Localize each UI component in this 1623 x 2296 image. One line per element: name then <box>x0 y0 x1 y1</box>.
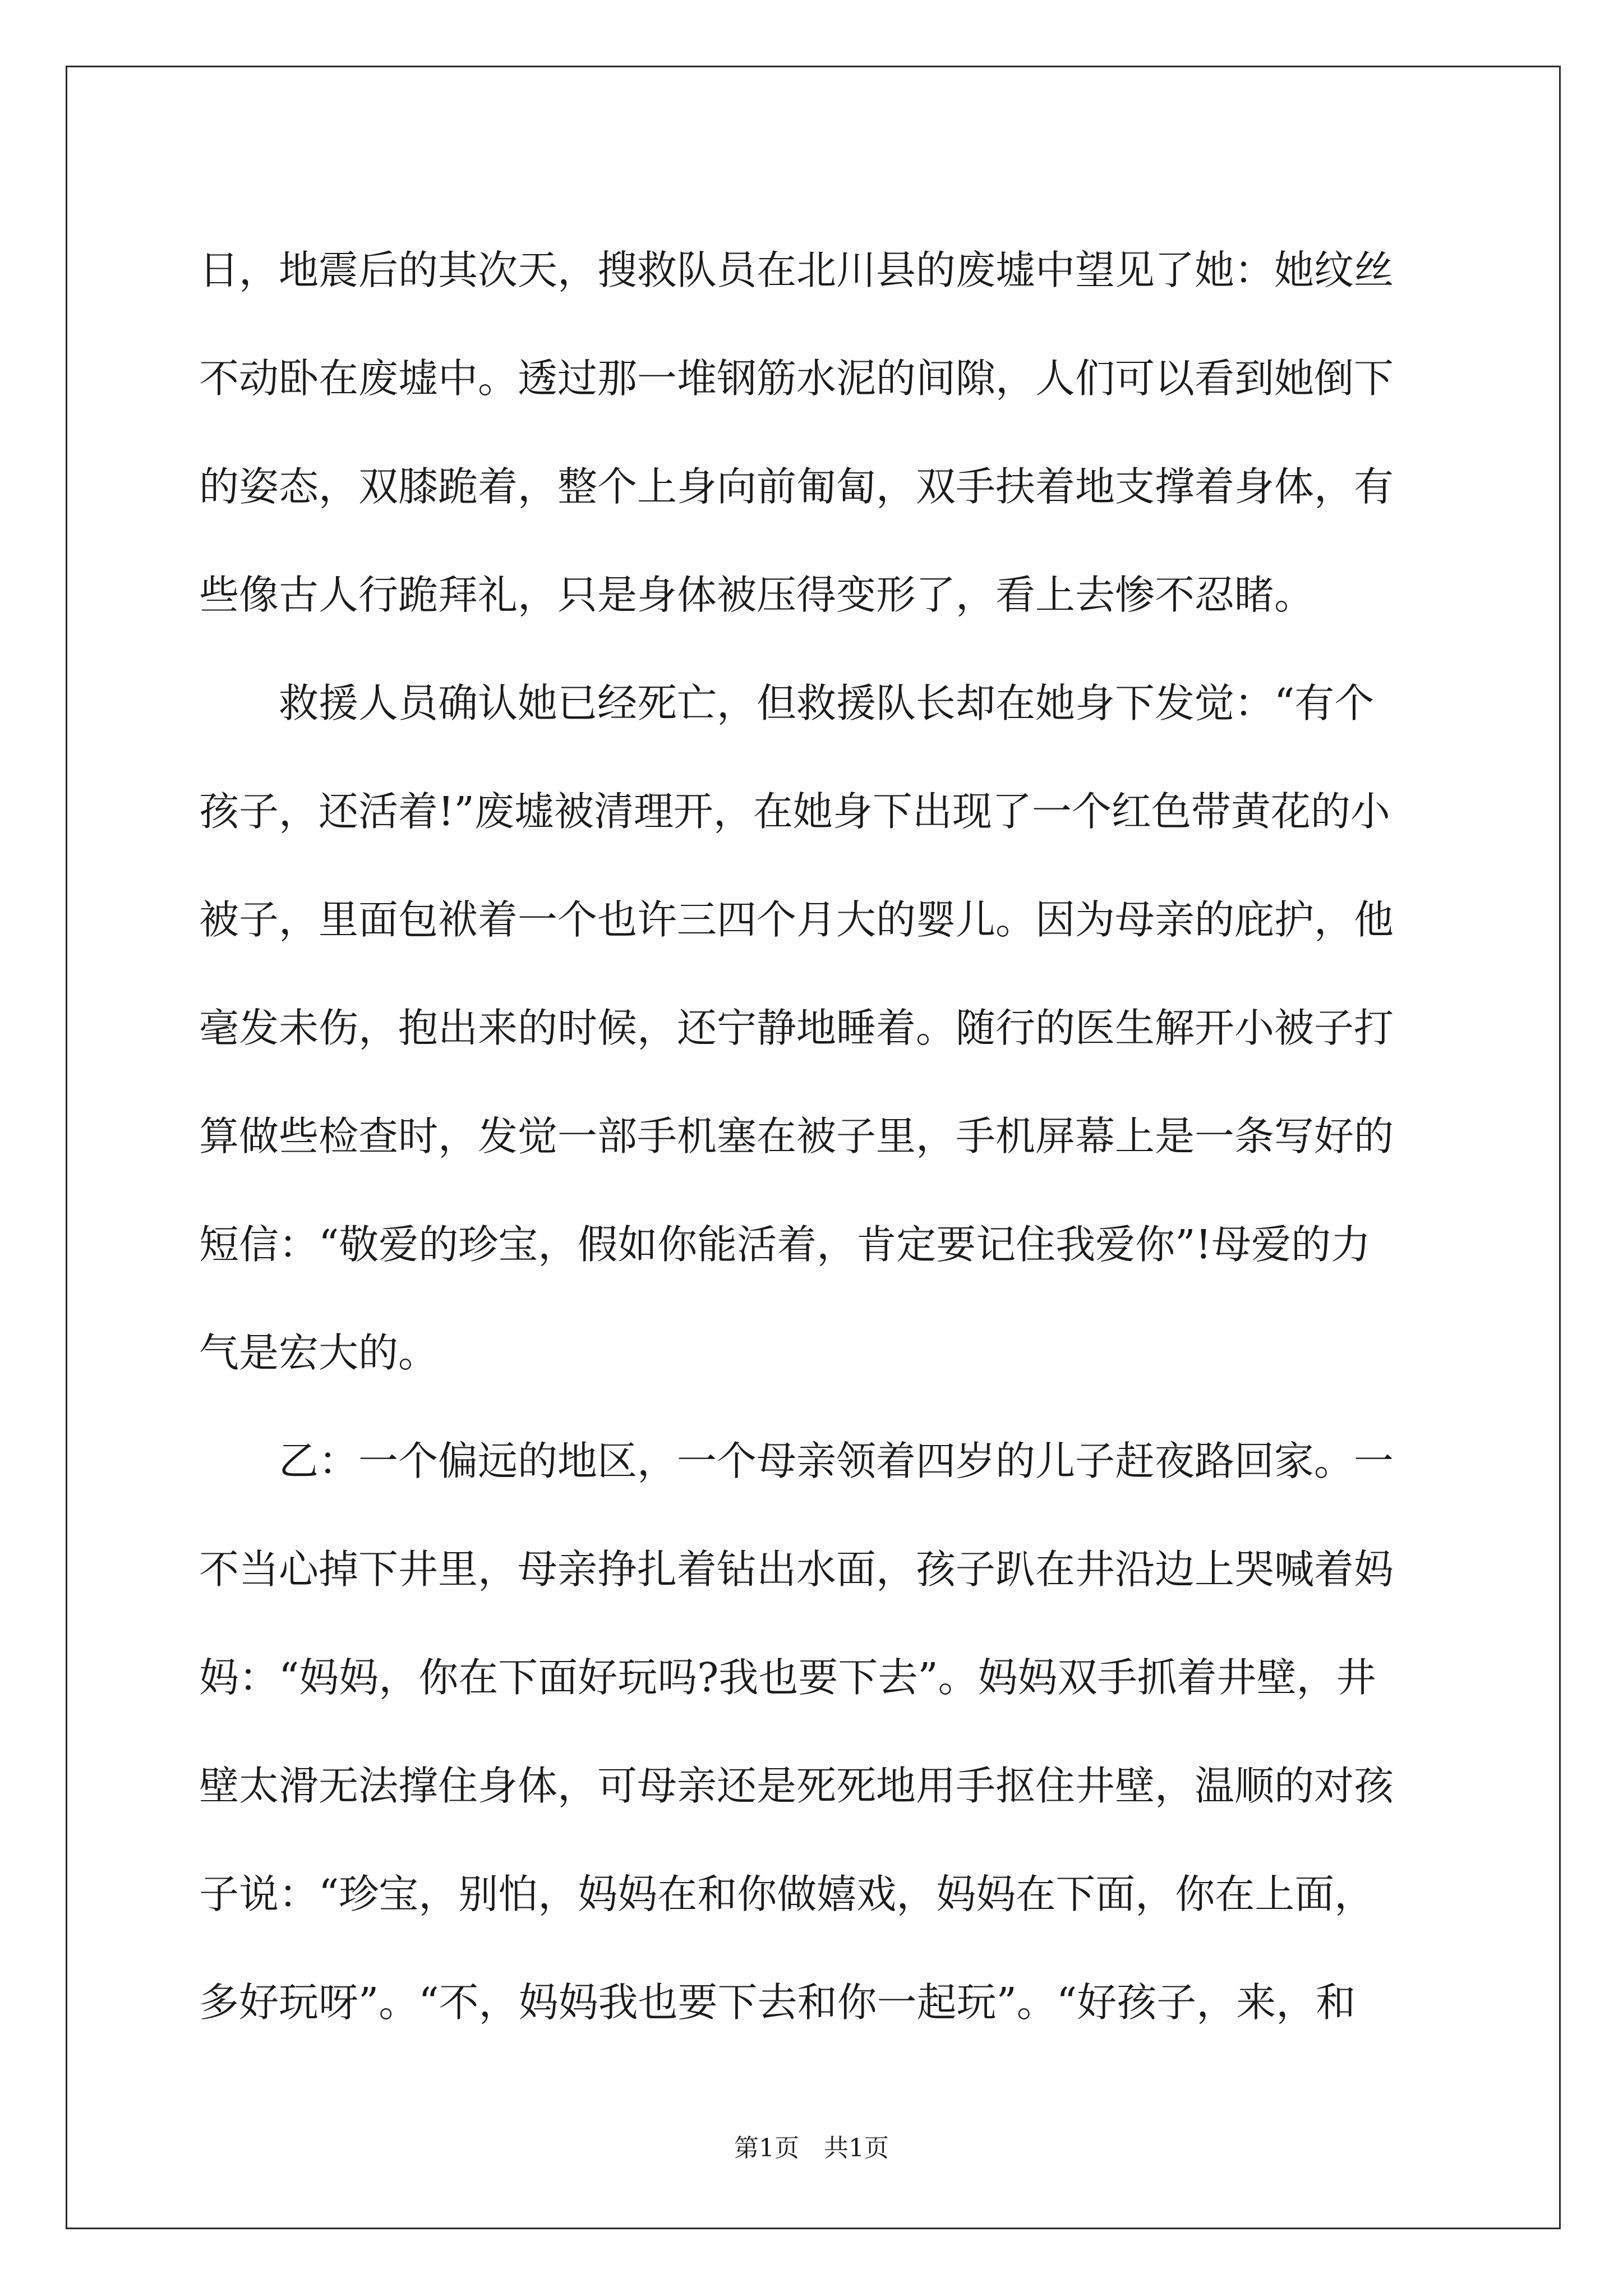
text-line: 气是宏大的。 <box>199 1329 439 1376</box>
text-line: 多好玩呀”。“不，妈妈我也要下去和你一起玩”。“好孩子，来，和 <box>199 1979 1356 2026</box>
text-line: 日，地震后的其次天，搜救队员在北川县的废墟中望见了她：她纹丝 <box>199 247 1394 293</box>
text-line: 妈：“妈妈，你在下面好玩吗?我也要下去”。妈妈双手抓着井壁，井 <box>199 1654 1376 1701</box>
text-line: 算做些检查时，发觉一部手机塞在被子里，手机屏幕上是一条写好的 <box>199 1113 1394 1159</box>
text-line: 孩子，还活着!”废墟被清理开，在她身下出现了一个红色带黄花的小 <box>199 788 1390 835</box>
text-line: 被子，里面包袱着一个也许三四个月大的婴儿。因为母亲的庇护，他 <box>199 896 1394 943</box>
paragraph-start-line: 救援人员确认她已经死亡，但救援队长却在她身下发觉：“有个 <box>199 680 1375 726</box>
text-line: 些像古人行跪拜礼，只是身体被压得变形了，看上去惨不忍睹。 <box>199 572 1315 618</box>
document-body <box>199 216 1433 2056</box>
text-line: 子说：“珍宝，别怕，妈妈在和你做嬉戏，妈妈在下面，你在上面， <box>199 1871 1375 1917</box>
text-line: 不动卧在废墟中。透过那一堆钢筋水泥的间隙，人们可以看到她倒下 <box>199 355 1394 402</box>
text-line: 短信：“敬爱的珍宝，假如你能活着，肯定要记住我爱你”!母爱的力 <box>199 1221 1371 1268</box>
text-line: 不当心掉下井里，母亲挣扎着钻出水面，孩子趴在井沿边上哭喊着妈 <box>199 1546 1394 1593</box>
text-line: 毫发未伤，抱出来的时候，还宁静地睡着。随行的医生解开小被子打 <box>199 1005 1394 1051</box>
paragraph-start-line: 乙：一个偏远的地区，一个母亲领着四岁的儿子赶夜路回家。一 <box>199 1438 1394 1484</box>
text-line: 壁太滑无法撑住身体，可母亲还是死死地用手抠住井壁，温顺的对孩 <box>199 1763 1394 1809</box>
text-line: 的姿态，双膝跪着，整个上身向前匍匐，双手扶着地支撑着身体，有 <box>199 463 1394 510</box>
page-number-footer: 第1页 共1页 <box>734 2134 889 2162</box>
